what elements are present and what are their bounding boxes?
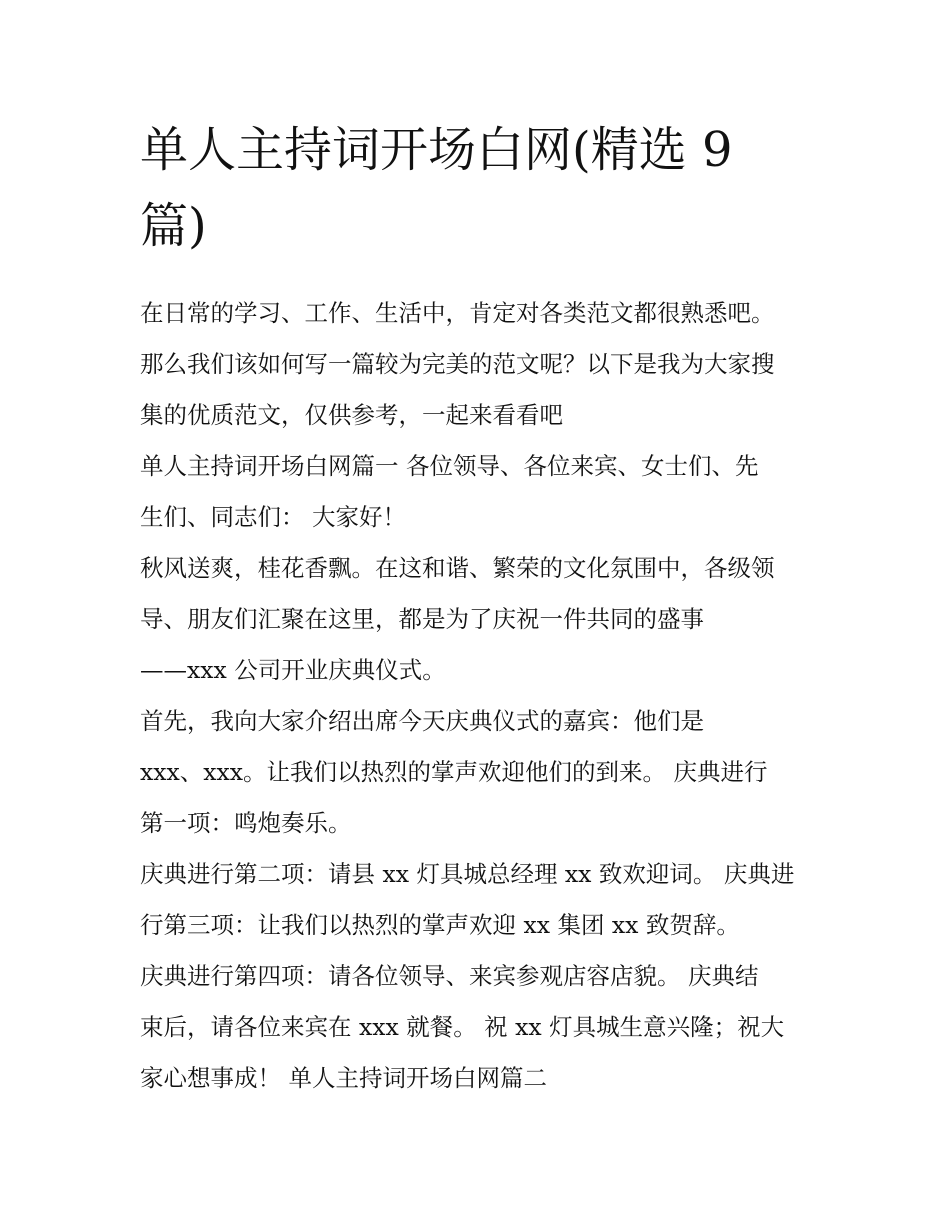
title-line: 篇) [140, 198, 207, 254]
body-line: 那么我们该如何写一篇较为完美的范文呢？以下是我为大家搜 [140, 350, 775, 378]
title-line: 单人主持词开场白网(精选 9 [140, 122, 733, 178]
body-line: 行第三项：让我们以热烈的掌声欢迎 xx 集团 xx 致贺辞。 [140, 911, 740, 939]
body-line: 集的优质范文，仅供参考，一起来看看吧 [140, 401, 563, 429]
body-line: 首先，我向大家介绍出席今天庆典仪式的嘉宾：他们是 [140, 707, 704, 735]
document-body [140, 288, 820, 1104]
body-line: 家心想事成！ 单人主持词开场白网篇二 [140, 1064, 547, 1092]
body-line: 庆典进行第二项：请县 xx 灯具城总经理 xx 致欢迎词。 庆典进 [140, 860, 795, 888]
body-line: 第一项：鸣炮奏乐。 [140, 809, 352, 837]
body-line: 束后，请各位来宾在 xxx 就餐。 祝 xx 灯具城生意兴隆；祝大 [140, 1013, 785, 1041]
body-line: 单人主持词开场白网篇一 各位领导、各位来宾、女士们、先 [140, 452, 759, 480]
body-line: 在日常的学习、工作、生活中，肯定对各类范文都很熟悉吧。 [140, 299, 775, 327]
body-line: 秋风送爽，桂花香飘。在这和谐、繁荣的文化氛围中，各级领 [140, 554, 775, 582]
body-line: 庆典进行第四项：请各位领导、来宾参观店容店貌。 庆典结 [140, 962, 759, 990]
body-line: xxx、xxx。让我们以热烈的掌声欢迎他们的到来。 庆典进行 [140, 758, 768, 786]
body-line: ——xxx 公司开业庆典仪式。 [140, 656, 446, 684]
document-page [140, 112, 820, 1104]
document-title [140, 112, 820, 264]
body-line: 导、朋友们汇聚在这里，都是为了庆祝一件共同的盛事 [140, 605, 704, 633]
body-line: 生们、同志们： 大家好！ [140, 503, 406, 531]
